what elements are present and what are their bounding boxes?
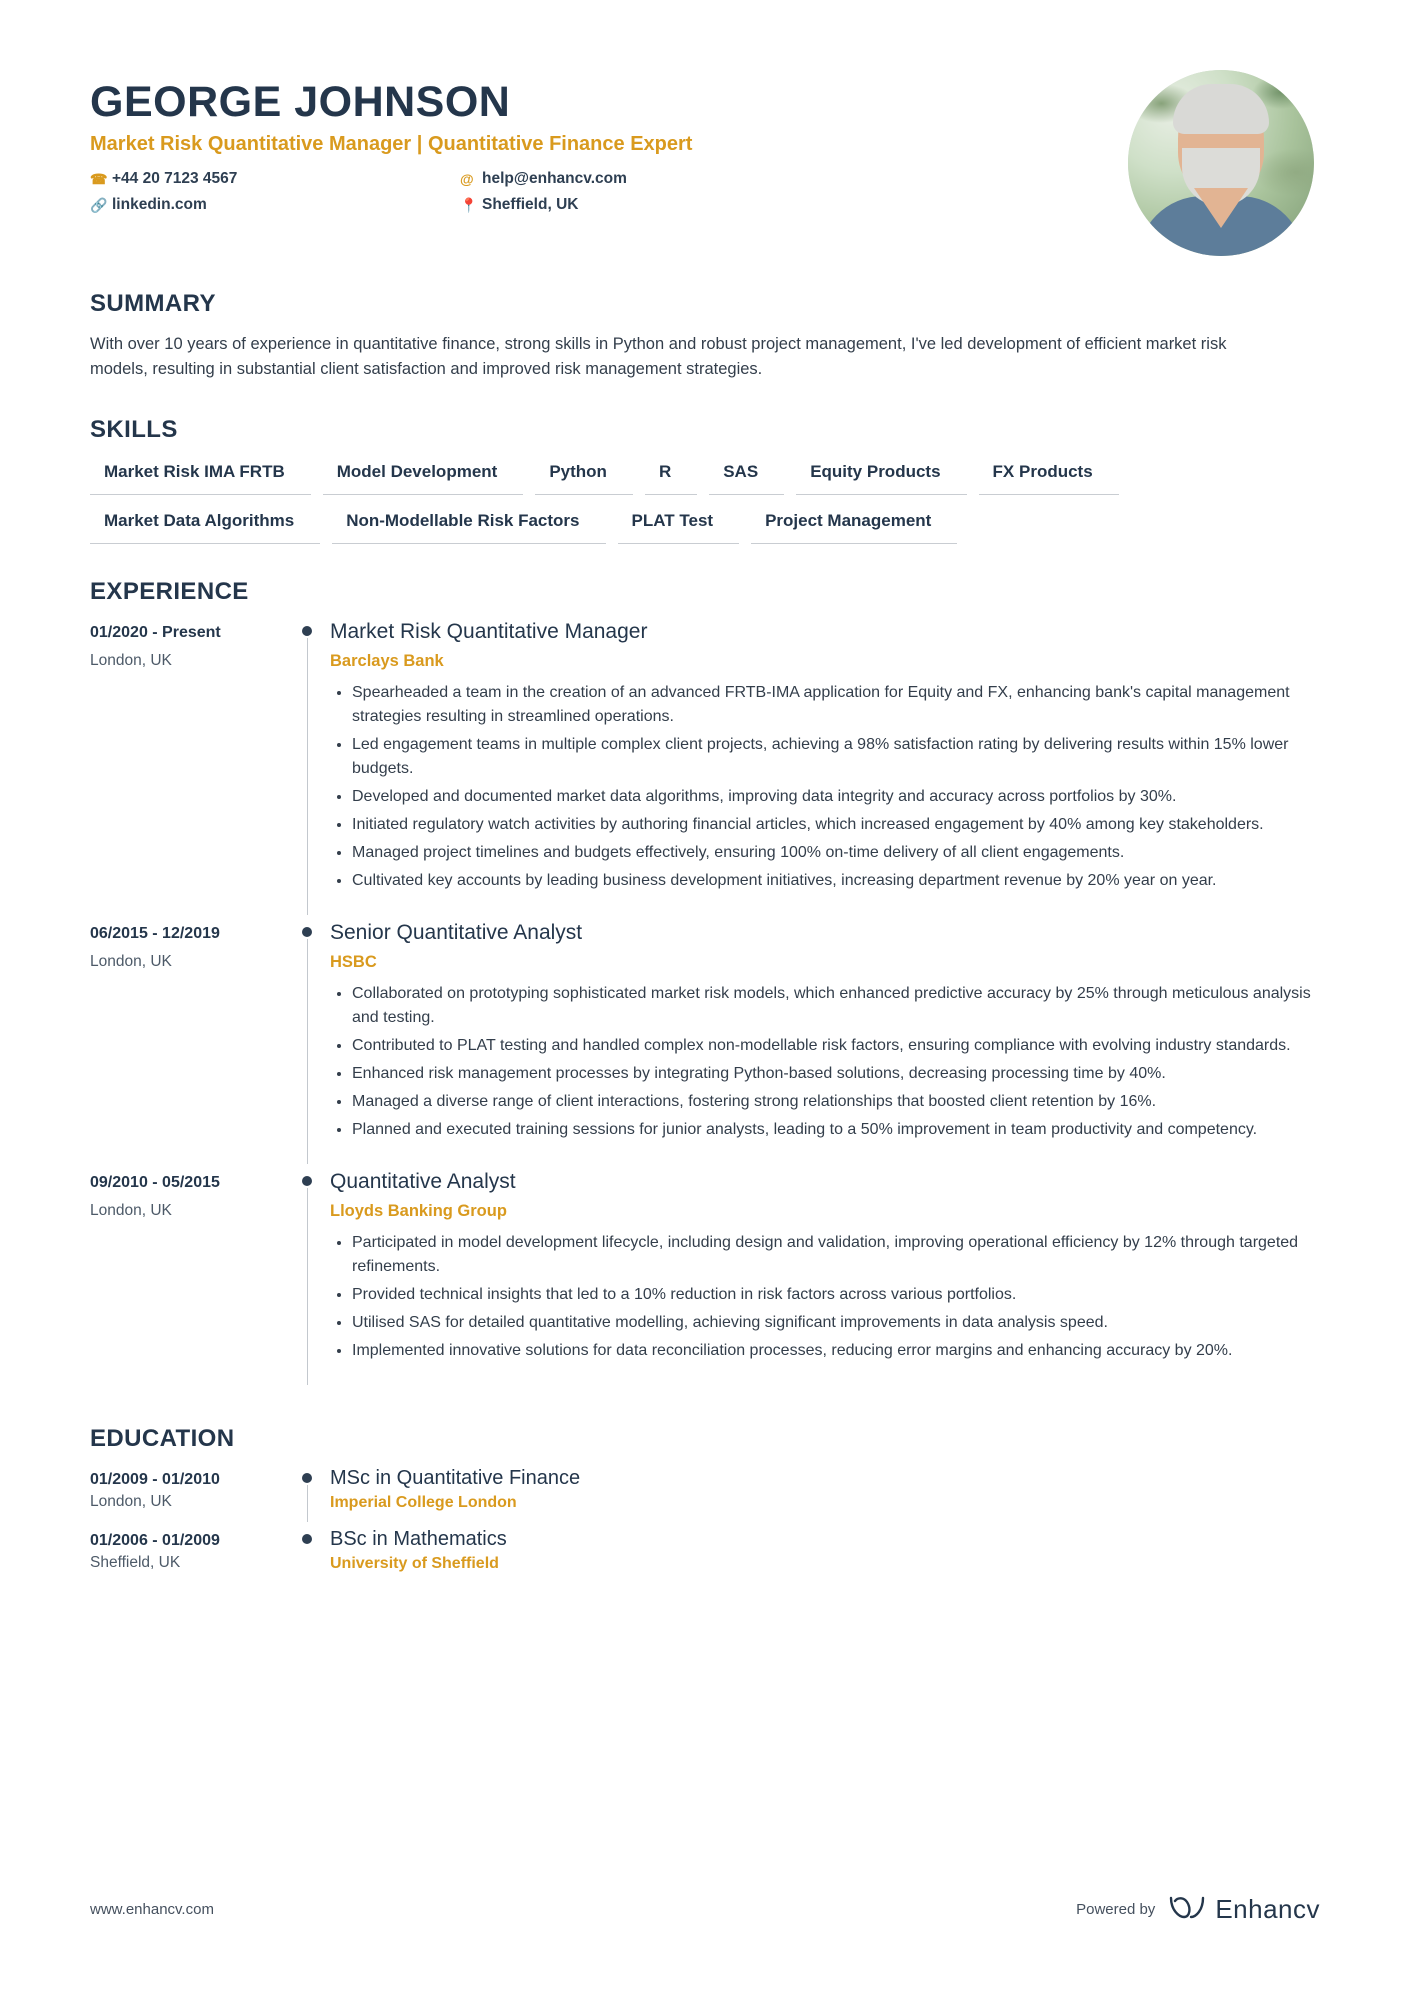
skill-tag: R xyxy=(645,462,697,495)
education-entry-meta xyxy=(90,1467,290,1528)
enhancv-mark-icon xyxy=(1169,1894,1207,1925)
timeline-marker xyxy=(290,1528,330,1589)
education-school: University of Sheffield xyxy=(330,1555,499,1573)
headline-secondary: Quantitative Finance Expert xyxy=(427,133,693,156)
experience-role: Market Risk Quantitative Manager xyxy=(330,620,648,644)
section-education xyxy=(90,1425,1320,1589)
enhancv-logo xyxy=(1169,1894,1320,1925)
skill-tag: FX Products xyxy=(979,462,1119,495)
experience-company: Lloyds Banking Group xyxy=(330,1202,507,1221)
contact-location-value: Sheffield, UK xyxy=(482,196,579,214)
timeline-marker xyxy=(290,1467,330,1528)
footer-brand-block xyxy=(1076,1894,1320,1925)
timeline-dot-icon xyxy=(302,626,312,636)
experience-entry-body xyxy=(330,921,1320,1170)
timeline-line xyxy=(307,1188,309,1385)
experience-bullets xyxy=(330,982,1320,1142)
list-item: • Cultivated key accounts by leading business development initiatives, increasing department revenue by 20% year on year. xyxy=(352,869,1320,893)
timeline-line xyxy=(307,1485,309,1522)
footer-website-link[interactable]: www.enhancv.com xyxy=(90,1901,214,1918)
experience-dates: 09/2010 - 05/2015 xyxy=(90,1174,220,1192)
timeline-line xyxy=(307,638,309,915)
experience-company: Barclays Bank xyxy=(330,652,444,671)
powered-by-label: Powered by xyxy=(1076,1901,1156,1918)
skill-tag: Equity Products xyxy=(796,462,966,495)
timeline-line xyxy=(307,939,309,1164)
experience-entry xyxy=(90,921,1320,1170)
education-entry xyxy=(90,1467,1320,1528)
experience-location: London, UK xyxy=(90,1202,172,1220)
skill-tag: PLAT Test xyxy=(618,511,740,544)
skills-row xyxy=(90,511,1320,544)
experience-dates: 06/2015 - 12/2019 xyxy=(90,925,220,943)
skill-tag: Python xyxy=(535,462,633,495)
experience-location: London, UK xyxy=(90,953,172,971)
experience-role: Quantitative Analyst xyxy=(330,1170,516,1194)
timeline-marker xyxy=(290,620,330,921)
education-entry xyxy=(90,1528,1320,1589)
education-dates: 01/2009 - 01/2010 xyxy=(90,1471,220,1489)
education-entry-body xyxy=(330,1528,1320,1589)
list-item: • Managed project timelines and budgets effectively, ensuring 100% on-time delivery of all client engagements. xyxy=(352,841,1320,865)
list-item: • Contributed to PLAT testing and handled complex non-modellable risk factors, ensuring compliance with evolving industry standards. xyxy=(352,1034,1320,1058)
education-heading: EDUCATION xyxy=(90,1425,235,1453)
list-item: • Led engagement teams in multiple complex client projects, achieving a 98% satisfaction rating by delivering results within 15% lower budgets. xyxy=(352,733,1320,781)
section-skills xyxy=(90,416,1320,544)
contact-email-value: help@enhancv.com xyxy=(482,170,627,188)
avatar xyxy=(1128,70,1314,256)
skill-tag: SAS xyxy=(709,462,784,495)
experience-company: HSBC xyxy=(330,953,377,972)
contact-phone[interactable] xyxy=(90,170,460,188)
skill-tag: Non-Modellable Risk Factors xyxy=(332,511,605,544)
experience-dates: 01/2020 - Present xyxy=(90,624,221,642)
experience-entry-body xyxy=(330,1170,1320,1391)
education-location: London, UK xyxy=(90,1493,172,1511)
list-item: • Provided technical insights that led to a 10% reduction in risk factors across various portfolios. xyxy=(352,1283,1320,1307)
header xyxy=(90,70,1320,256)
header-text-block xyxy=(90,70,1128,222)
list-item: • Enhanced risk management processes by integrating Python-based solutions, decreasing processing time by 40%. xyxy=(352,1062,1320,1086)
list-item: • Developed and documented market data algorithms, improving data integrity and accuracy across portfolios by 30%. xyxy=(352,785,1320,809)
skill-tag: Model Development xyxy=(323,462,524,495)
timeline-marker xyxy=(290,1170,330,1391)
list-item: • Utilised SAS for detailed quantitative modelling, achieving significant improvements in data analysis speed. xyxy=(352,1311,1320,1335)
experience-entry-meta xyxy=(90,620,290,921)
experience-role: Senior Quantitative Analyst xyxy=(330,921,583,945)
timeline-dot-icon xyxy=(302,1473,312,1483)
experience-entry xyxy=(90,620,1320,921)
phone-icon: ☎ xyxy=(90,170,108,187)
education-location: Sheffield, UK xyxy=(90,1554,181,1572)
enhancv-wordmark: Enhancv xyxy=(1215,1894,1320,1924)
education-dates: 01/2006 - 01/2009 xyxy=(90,1532,220,1550)
experience-entry-meta xyxy=(90,921,290,1170)
timeline-dot-icon xyxy=(302,927,312,937)
education-entry-meta xyxy=(90,1528,290,1589)
location-icon: 📍 xyxy=(460,196,478,213)
contact-phone-value: +44 20 7123 4567 xyxy=(112,170,238,188)
page-title: GEORGE JOHNSON xyxy=(90,78,511,126)
list-item: • Managed a diverse range of client interactions, fostering strong relationships that boosted client retention by 16%. xyxy=(352,1090,1320,1114)
list-item: • Participated in model development lifecycle, including design and validation, improving operational efficiency by 12% through targeted refinements. xyxy=(352,1231,1320,1279)
education-entry-body xyxy=(330,1467,1320,1528)
list-item: • Initiated regulatory watch activities by authoring financial articles, which increased engagement by 40% among key stakeholders. xyxy=(352,813,1320,837)
experience-bullets xyxy=(330,1231,1320,1363)
professional-headline xyxy=(90,133,1128,156)
experience-heading: EXPERIENCE xyxy=(90,578,249,606)
contact-location xyxy=(460,196,830,214)
skill-tag: Project Management xyxy=(751,511,957,544)
experience-entry-meta xyxy=(90,1170,290,1391)
summary-heading: SUMMARY xyxy=(90,290,216,317)
skills-heading: SKILLS xyxy=(90,416,178,444)
education-school: Imperial College London xyxy=(330,1494,517,1512)
headline-primary: Market Risk Quantitative Manager xyxy=(90,133,412,156)
experience-bullets xyxy=(330,681,1320,893)
email-icon: @ xyxy=(460,171,474,188)
skill-tag: Market Data Algorithms xyxy=(90,511,320,544)
contact-email[interactable] xyxy=(460,170,830,188)
list-item: • Implemented innovative solutions for data reconciliation processes, reducing error margins and enhancing accuracy by 20%. xyxy=(352,1339,1320,1363)
headline-separator: | xyxy=(411,133,428,156)
experience-location: London, UK xyxy=(90,652,172,670)
summary-text: With over 10 years of experience in quantitative finance, strong skills in Python and robust project management, I've led development of efficient market risk models, resulting in substantial client satisfaction and improved risk management strategies. xyxy=(90,335,1227,379)
timeline-dot-icon xyxy=(302,1176,312,1186)
timeline-dot-icon xyxy=(302,1534,312,1544)
contact-list xyxy=(90,170,830,222)
list-item: • Spearheaded a team in the creation of an advanced FRTB-IMA application for Equity and FX, enhancing bank's capital management strategies resulting in streamlined operations. xyxy=(352,681,1320,729)
skills-row xyxy=(90,462,1320,495)
timeline-marker xyxy=(290,921,330,1170)
list-item: • Collaborated on prototyping sophisticated market risk models, which enhanced predictive accuracy by 25% through meticulous analysis and testing. xyxy=(352,982,1320,1030)
experience-entry xyxy=(90,1170,1320,1391)
skills-list xyxy=(90,462,1320,544)
footer xyxy=(90,1894,1320,1925)
education-degree: BSc in Mathematics xyxy=(330,1528,507,1551)
contact-linkedin-value: linkedin.com xyxy=(112,196,207,214)
education-degree: MSc in Quantitative Finance xyxy=(330,1467,581,1490)
section-experience xyxy=(90,578,1320,1391)
link-icon: 🔗 xyxy=(90,196,108,213)
contact-linkedin[interactable] xyxy=(90,196,460,214)
section-summary xyxy=(90,290,1320,382)
list-item: • Planned and executed training sessions for junior analysts, leading to a 50% improvement in team productivity and competency. xyxy=(352,1118,1320,1142)
experience-entry-body xyxy=(330,620,1320,921)
skill-tag: Market Risk IMA FRTB xyxy=(90,462,311,495)
